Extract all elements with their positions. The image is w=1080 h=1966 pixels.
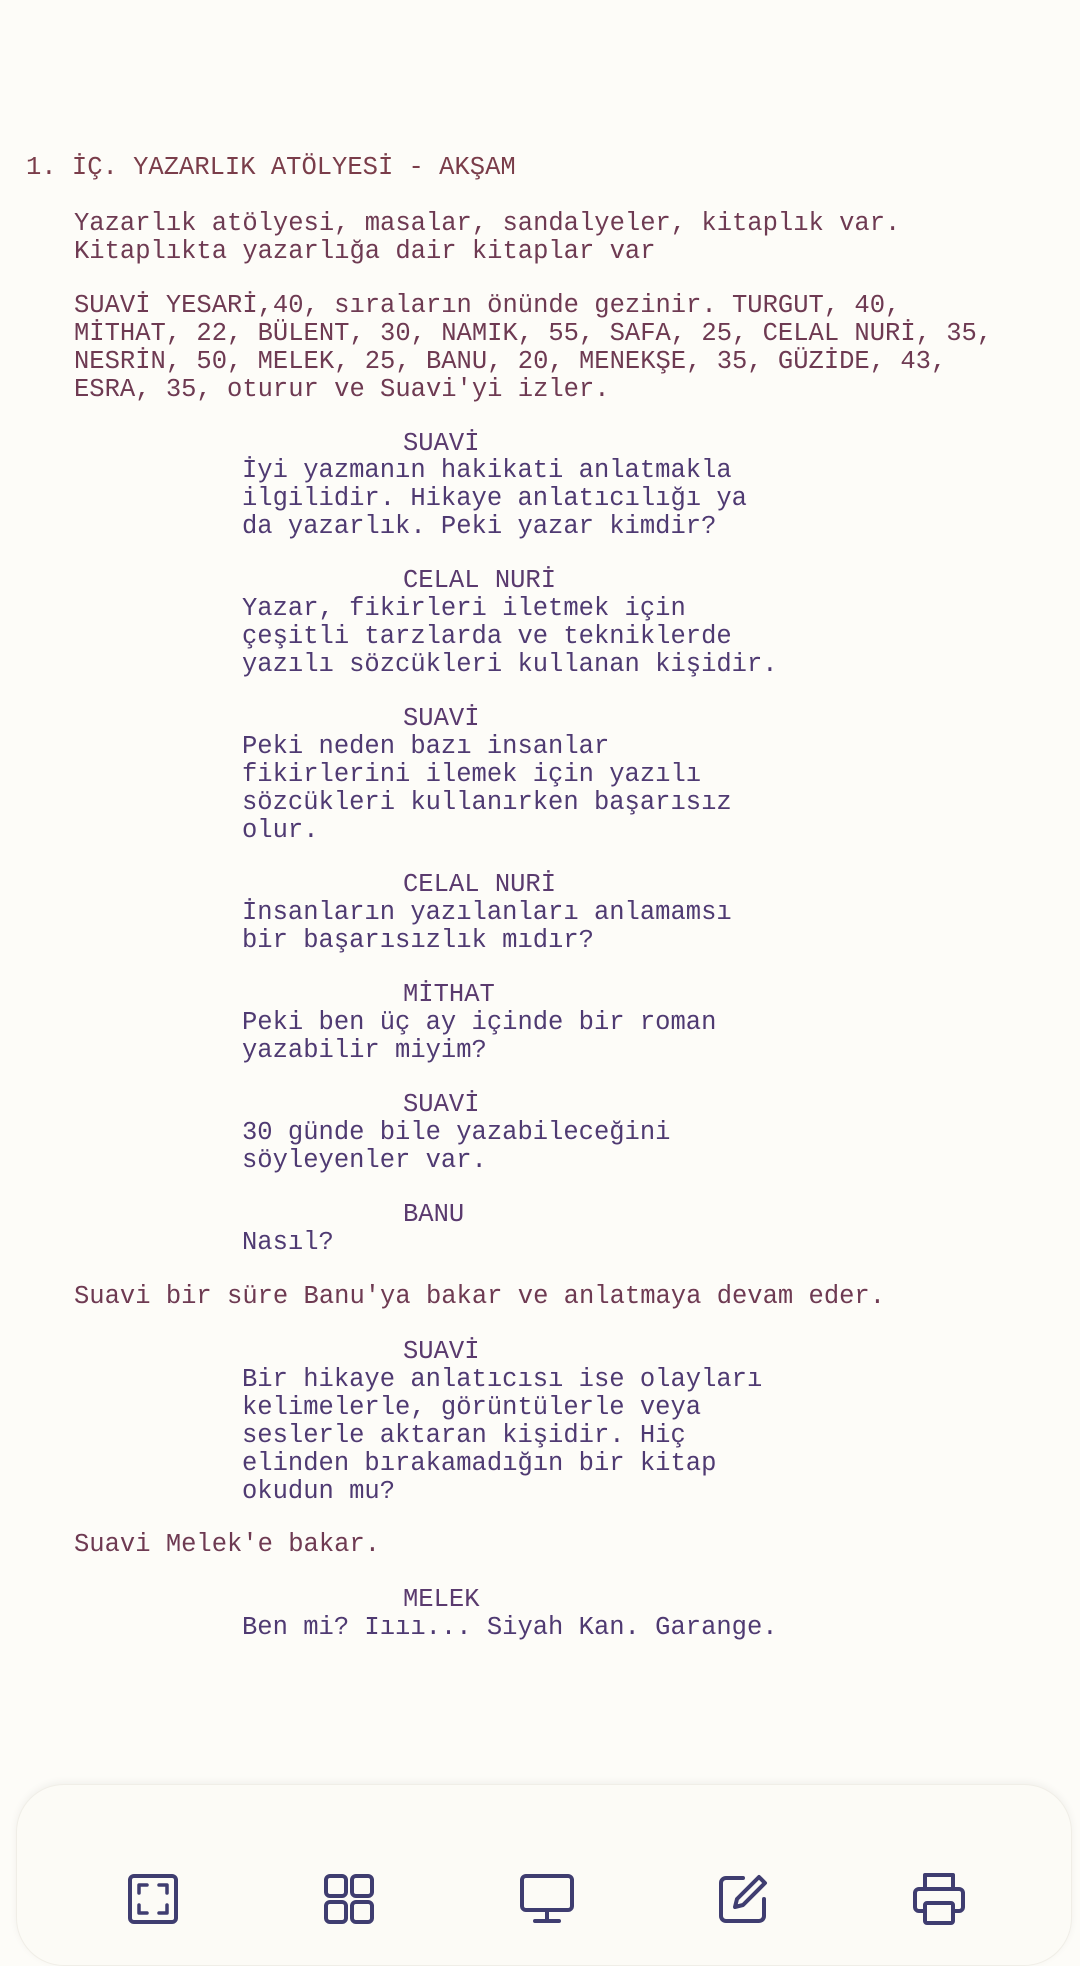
- action-line: Suavi bir süre Banu'ya bakar ve anlatmaya devam eder.: [74, 1282, 886, 1311]
- action-line: ESRA, 35, oturur ve Suavi'yi izler.: [74, 375, 610, 404]
- character-name: SUAVİ: [403, 429, 480, 458]
- character-name: BANU: [403, 1200, 465, 1229]
- action-line: SUAVİ YESARİ,40, sıraların önünde gezinir. TURGUT, 40,: [74, 291, 901, 320]
- print-icon: [909, 1869, 969, 1929]
- dialogue-line: da yazarlık. Peki yazar kimdir?: [242, 512, 717, 541]
- character-name: SUAVİ: [403, 1090, 480, 1119]
- dialogue-line: okudun mu?: [242, 1477, 396, 1506]
- character-name: CELAL NURİ: [403, 870, 557, 899]
- character-name: MİTHAT: [403, 980, 495, 1009]
- dialogue-line: Peki neden bazı insanlar: [242, 732, 610, 761]
- dialogue-line: yazılı sözcükleri kullanan kişidir.: [242, 650, 778, 679]
- character-name: MELEK: [403, 1585, 480, 1614]
- dialogue-line: Bir hikaye anlatıcısı ise olayları: [242, 1365, 763, 1394]
- dialogue-line: seslerle aktaran kişidir. Hiç: [242, 1421, 686, 1450]
- action-line: Yazarlık atölyesi, masalar, sandalyeler, kitaplık var.: [74, 209, 901, 238]
- action-line: Kitaplıkta yazarlığa dair kitaplar var: [74, 237, 656, 266]
- dialogue-line: ilgilidir. Hikaye anlatıcılığı ya: [242, 484, 747, 513]
- scene-heading: 1. İÇ. YAZARLIK ATÖLYESİ - AKŞAM: [26, 153, 516, 182]
- fullscreen-button[interactable]: [119, 1865, 187, 1933]
- edit-button[interactable]: [709, 1865, 777, 1933]
- character-name: CELAL NURİ: [403, 566, 557, 595]
- action-line: NESRİN, 50, MELEK, 25, BANU, 20, MENEKŞE, 35, GÜZİDE, 43,: [74, 347, 947, 376]
- dialogue-line: kelimelerle, görüntülerle veya: [242, 1393, 702, 1422]
- dialogue-line: İyi yazmanın hakikati anlatmakla: [242, 456, 732, 485]
- fullscreen-icon: [125, 1871, 181, 1927]
- dialogue-line: elinden bırakamadığın bir kitap: [242, 1449, 717, 1478]
- dialogue-line: Peki ben üç ay içinde bir roman: [242, 1008, 717, 1037]
- print-button[interactable]: [905, 1865, 973, 1933]
- dialogue-line: söyleyenler var.: [242, 1146, 487, 1175]
- grid-icon: [321, 1871, 377, 1927]
- monitor-icon: [517, 1871, 577, 1927]
- dialogue-line: Yazar, fikirleri iletmek için: [242, 594, 686, 623]
- dialogue-line: Nasıl?: [242, 1228, 334, 1257]
- dialogue-line: İnsanların yazılanları anlamamsı: [242, 898, 732, 927]
- character-name: SUAVİ: [403, 1337, 480, 1366]
- dialogue-line: yazabilir miyim?: [242, 1036, 487, 1065]
- dialogue-line: çeşitli tarzlarda ve tekniklerde: [242, 622, 732, 651]
- edit-icon: [715, 1871, 771, 1927]
- grid-view-button[interactable]: [315, 1865, 383, 1933]
- dialogue-line: bir başarısızlık mıdır?: [242, 926, 594, 955]
- dialogue-line: Ben mi? Iııı... Siyah Kan. Garange.: [242, 1613, 778, 1642]
- action-line: Suavi Melek'e bakar.: [74, 1530, 381, 1559]
- present-button[interactable]: [513, 1865, 581, 1933]
- dialogue-line: olur.: [242, 816, 319, 845]
- bottom-toolbar: [16, 1784, 1072, 1966]
- action-line: MİTHAT, 22, BÜLENT, 30, NAMIK, 55, SAFA, 25, CELAL NURİ, 35,: [74, 319, 993, 348]
- character-name: SUAVİ: [403, 704, 480, 733]
- dialogue-line: fikirlerini ilemek için yazılı: [242, 760, 702, 789]
- dialogue-line: 30 günde bile yazabileceğini: [242, 1118, 671, 1147]
- dialogue-line: sözcükleri kullanırken başarısız: [242, 788, 732, 817]
